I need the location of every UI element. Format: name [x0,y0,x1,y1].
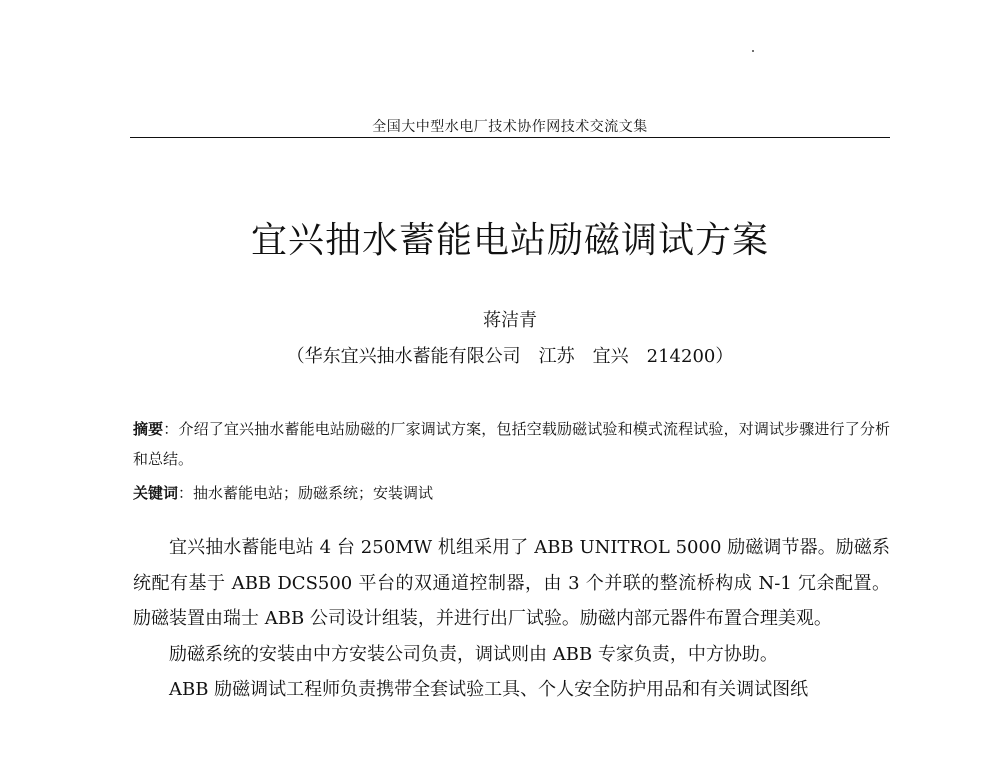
abstract [133,414,890,474]
body-paragraph: 宜兴抽水蓄能电站 4 台 250MW 机组采用了 ABB UNITROL 5000 励磁调节器。励磁系统配有基于 ABB DCS500 平台的双通道控制器，由 3 个并联的整流桥构成 N-1 冗余配置。励磁装置由瑞士 ABB 公司设计组装，并进行出厂试验。励磁内部元器件布置合理美观。 [133,537,890,629]
author-affiliation: （华东宜兴抽水蓄能有限公司 江苏 宜兴 214200） [286,346,734,367]
keywords [133,480,890,506]
paper-title: 宜兴抽水蓄能电站励磁调试方案 [250,220,769,261]
body-paragraph: 励磁系统的安装由中方安装公司负责，调试则由 ABB 专家负责，中方协助。 [169,643,778,665]
keywords-text: ：抽水蓄能电站；励磁系统；安装调试 [178,484,434,502]
body-paragraph: ABB 励磁调试工程师负责携带全套试验工具、个人安全防护用品和有关调试图纸 [169,679,809,700]
scan-speck [752,50,754,52]
body-text [133,530,890,708]
header-rule [130,137,890,138]
abstract-label: 摘要 [133,420,164,438]
running-header: 全国大中型水电厂技术协作网技术交流文集 [372,119,648,135]
abstract-text: ：介绍了宜兴抽水蓄能电站励磁的厂家调试方案，包括空载励磁试验和模式流程试验，对调试步骤进行了分析和总结。 [133,420,890,468]
author-name: 蒋洁青 [483,310,537,331]
keywords-label: 关键词 [133,484,179,502]
